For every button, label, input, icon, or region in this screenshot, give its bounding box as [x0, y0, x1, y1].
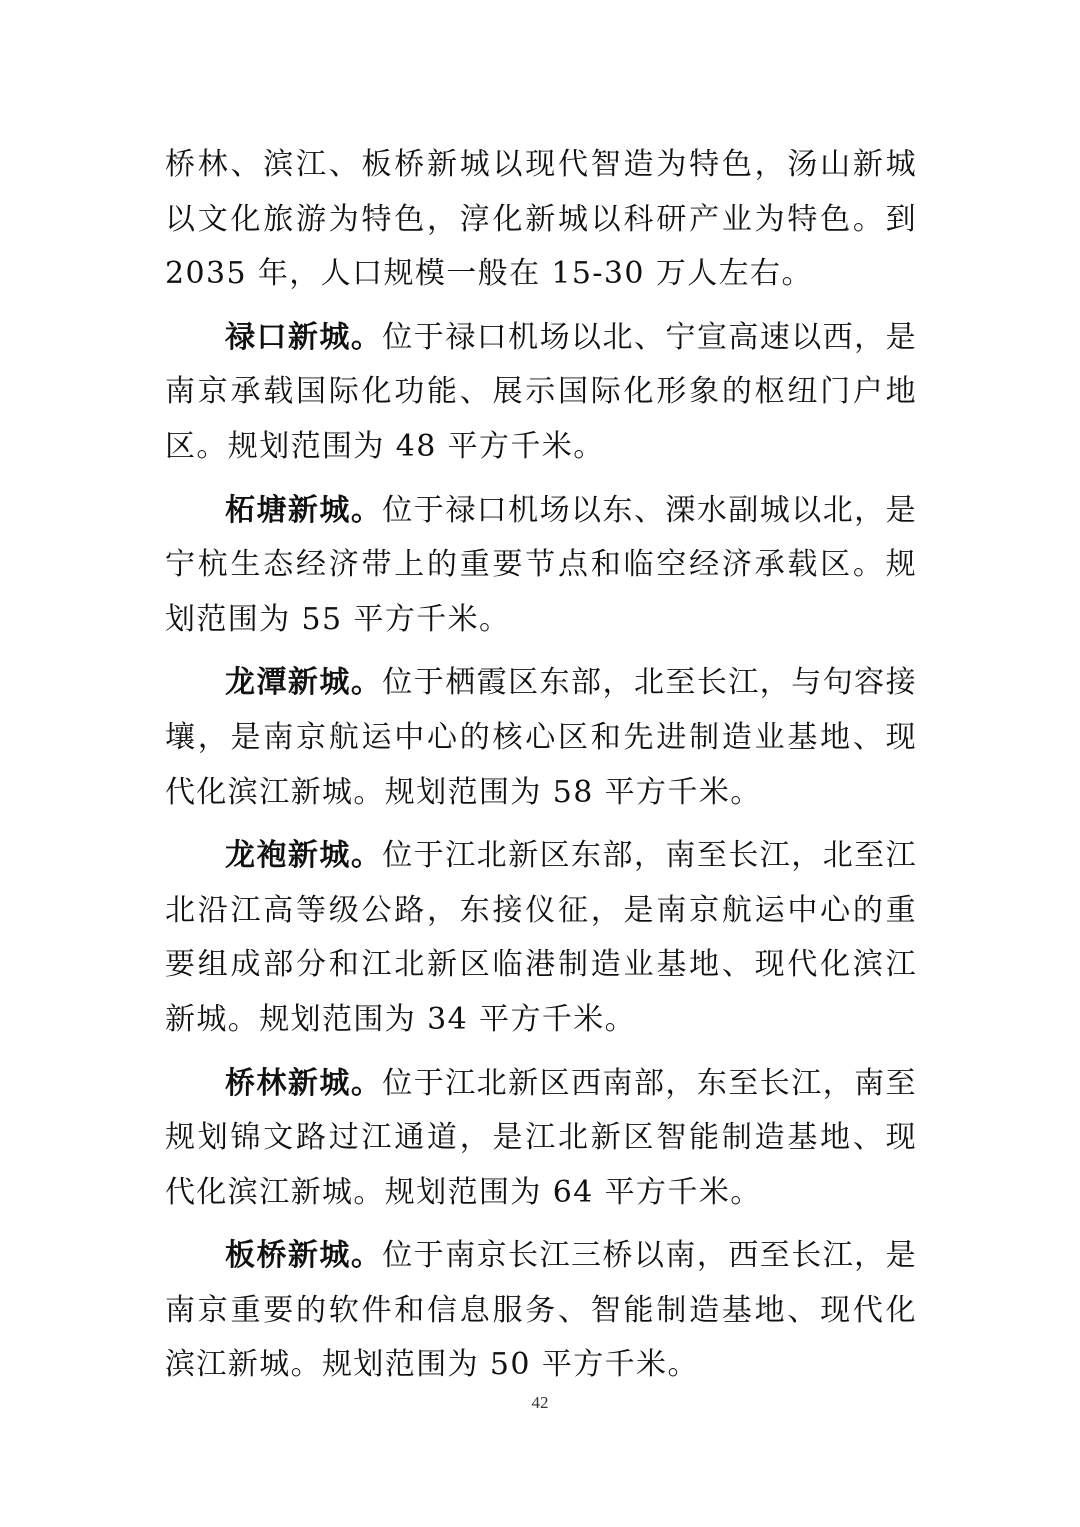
- section-longpao: [165, 829, 917, 1047]
- section-qiaolin: [165, 1057, 917, 1221]
- section-title: 龙潭新城。: [225, 665, 383, 701]
- section-body: 位于江北新区西南部，东至长江，南至规划锦文路过江通道，是江北新区智能制造基地、现代化滨江新城。规划范围为 64 平方千米。: [165, 1065, 918, 1210]
- section-body: 位于禄口机场以北、宁宣高速以西，是南京承载国际化功能、展示国际化形象的枢纽门户地区。规划范围为 48 平方千米。: [165, 319, 918, 464]
- section-title: 龙袍新城。: [225, 838, 383, 874]
- intro-paragraph: [165, 138, 917, 302]
- section-body: 位于江北新区东部，南至长江，北至江北沿江高等级公路，东接仪征，是南京航运中心的重要组成部分和江北新区临港制造业基地、现代化滨江新城。规划范围为 34 平方千米。: [165, 838, 918, 1037]
- intro-text: 桥林、滨江、板桥新城以现代智造为特色，汤山新城以文化旅游为特色，淳化新城以科研产业为特色。到 2035 年，人口规模一般在 15-30 万人左右。: [165, 147, 917, 292]
- section-body: 位于禄口机场以东、溧水副城以北，是宁杭生态经济带上的重要节点和临空经济承载区。规划范围为 55 平方千米。: [165, 492, 918, 637]
- page-number: 42: [531, 1393, 549, 1412]
- section-title: 板桥新城。: [225, 1238, 383, 1274]
- section-body: 位于南京长江三桥以南，西至长江，是南京重要的软件和信息服务、智能制造基地、现代化滨江新城。规划范围为 50 平方千米。: [165, 1238, 918, 1383]
- section-title: 禄口新城。: [225, 319, 383, 355]
- section-lukou: [165, 311, 917, 475]
- section-banqiao: [165, 1229, 917, 1393]
- section-body: 位于栖霞区东部，北至长江，与句容接壤，是南京航运中心的核心区和先进制造业基地、现代化滨江新城。规划范围为 58 平方千米。: [165, 665, 918, 810]
- body-text: [165, 138, 917, 1402]
- section-longtan: [165, 656, 917, 820]
- section-title: 柘塘新城。: [225, 492, 383, 528]
- section-zhetang: [165, 484, 917, 648]
- section-title: 桥林新城。: [225, 1065, 383, 1101]
